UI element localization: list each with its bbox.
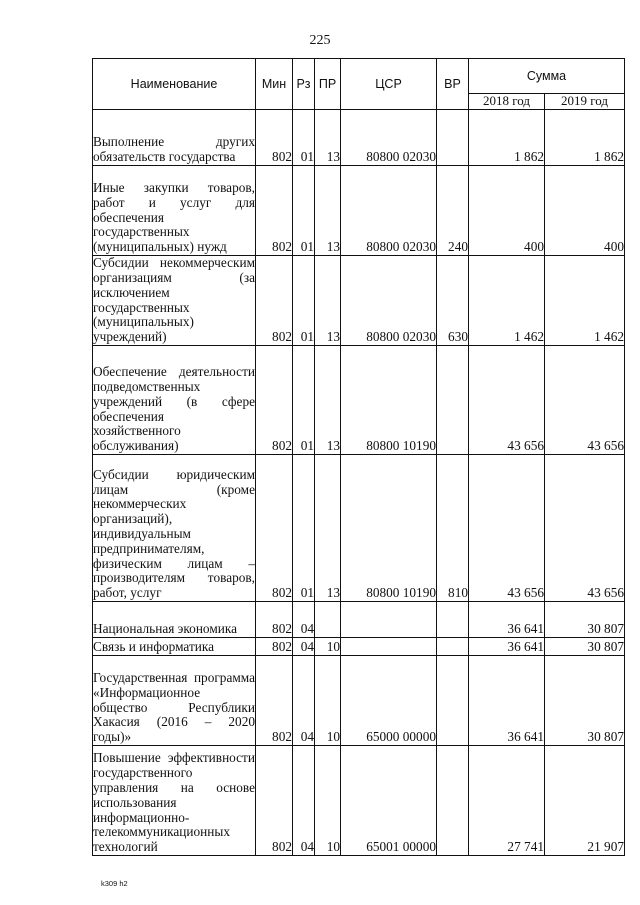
row-sum-2018: 36 641: [469, 602, 545, 638]
row-name: Выполнение других обязательств государства: [93, 110, 256, 166]
row-csr: 80800 10190: [341, 455, 437, 602]
row-pr: 13: [315, 110, 341, 166]
table-row: [93, 256, 625, 346]
row-name: Национальная экономика: [93, 602, 256, 638]
row-sum-2018: 1 862: [469, 110, 545, 166]
row-sum-2018: 1 462: [469, 256, 545, 346]
row-pr: 13: [315, 455, 341, 602]
row-sum-2019: 1 862: [545, 110, 625, 166]
header-year-2019: 2019 год: [545, 94, 625, 110]
row-min: 802: [256, 746, 293, 856]
row-pr: 10: [315, 746, 341, 856]
row-pr: 10: [315, 656, 341, 746]
row-csr: 80800 02030: [341, 166, 437, 256]
row-csr: 80800 10190: [341, 346, 437, 455]
header-vr: ВР: [437, 59, 469, 110]
table-row: [93, 746, 625, 856]
row-name: Обеспечение деятельности подведомственных учреждений (в сфере обеспечения хозяйственного обслуживания): [93, 346, 256, 455]
row-sum-2019: 400: [545, 166, 625, 256]
row-sum-2018: 400: [469, 166, 545, 256]
row-rz: 04: [293, 602, 315, 638]
row-sum-2019: 43 656: [545, 346, 625, 455]
row-rz: 01: [293, 166, 315, 256]
row-rz: 01: [293, 110, 315, 166]
row-sum-2019: 21 907: [545, 746, 625, 856]
row-pr: 13: [315, 346, 341, 455]
header-rz: Рз: [293, 59, 315, 110]
header-pr: ПР: [315, 59, 341, 110]
header-min: Мин: [256, 59, 293, 110]
row-pr: 13: [315, 256, 341, 346]
row-name: Иные закупки товаров, работ и услуг для обеспечения государственных (муниципальных) нужд: [93, 166, 256, 256]
row-sum-2018: 43 656: [469, 455, 545, 602]
table-row: [93, 602, 625, 638]
table-row: [93, 455, 625, 602]
row-rz: 01: [293, 455, 315, 602]
table-header: [93, 59, 625, 110]
row-csr: 80800 02030: [341, 110, 437, 166]
row-csr: [341, 638, 437, 656]
row-min: 802: [256, 110, 293, 166]
row-pr: 10: [315, 638, 341, 656]
row-sum-2019: 30 807: [545, 638, 625, 656]
row-sum-2019: 1 462: [545, 256, 625, 346]
row-sum-2019: 30 807: [545, 656, 625, 746]
row-vr: 630: [437, 256, 469, 346]
row-rz: 04: [293, 638, 315, 656]
row-sum-2019: 30 807: [545, 602, 625, 638]
row-sum-2018: 27 741: [469, 746, 545, 856]
row-name: Связь и информатика: [93, 638, 256, 656]
row-name: Субсидии юридическим лицам (кроме некоммерческих организаций), индивидуальным предпринимателям, физическим лицам – производителям товаров, работ, услуг: [93, 455, 256, 602]
row-csr: 80800 02030: [341, 256, 437, 346]
row-min: 802: [256, 455, 293, 602]
row-name: Повышение эффективности государственного управления на основе использования информационно-телекоммуникационных технологий: [93, 746, 256, 856]
row-pr: 13: [315, 166, 341, 256]
header-sum: Сумма: [469, 59, 625, 94]
row-min: 802: [256, 256, 293, 346]
table-row: [93, 638, 625, 656]
row-pr: [315, 602, 341, 638]
table-body: [93, 110, 625, 856]
table-row: [93, 346, 625, 455]
row-min: 802: [256, 602, 293, 638]
row-sum-2019: 43 656: [545, 455, 625, 602]
row-name: Субсидии некоммерческим организациям (за исключением государственных (муниципальных) учреждений): [93, 255, 255, 345]
table-row: [93, 110, 625, 166]
header-csr: ЦСР: [341, 59, 437, 110]
table-row: [93, 166, 625, 256]
row-sum-2018: 43 656: [469, 346, 545, 455]
row-min: 802: [256, 638, 293, 656]
row-min: 802: [256, 346, 293, 455]
budget-table: [92, 58, 625, 856]
row-vr: [437, 656, 469, 746]
row-sum-2018: 36 641: [469, 656, 545, 746]
row-csr: 65000 00000: [341, 656, 437, 746]
row-vr: [437, 346, 469, 455]
row-vr: 240: [437, 166, 469, 256]
row-vr: 810: [437, 455, 469, 602]
row-csr: [341, 602, 437, 638]
row-vr: [437, 746, 469, 856]
row-vr: [437, 110, 469, 166]
row-sum-2018: 36 641: [469, 638, 545, 656]
header-year-2018: 2018 год: [469, 94, 545, 110]
row-csr: 65001 00000: [341, 746, 437, 856]
row-rz: 01: [293, 256, 315, 346]
row-rz: 04: [293, 656, 315, 746]
row-rz: 01: [293, 346, 315, 455]
row-rz: 04: [293, 746, 315, 856]
table-row: [93, 656, 625, 746]
row-vr: [437, 602, 469, 638]
header-name: Наименование: [93, 59, 256, 110]
row-min: 802: [256, 166, 293, 256]
page-number: 225: [309, 33, 331, 48]
row-name: Государственная программа «Информационное общество Республики Хакасия (2016 – 2020 годы)»: [93, 656, 256, 746]
footer-code: k309 h2: [101, 879, 128, 888]
row-min: 802: [256, 656, 293, 746]
row-vr: [437, 638, 469, 656]
